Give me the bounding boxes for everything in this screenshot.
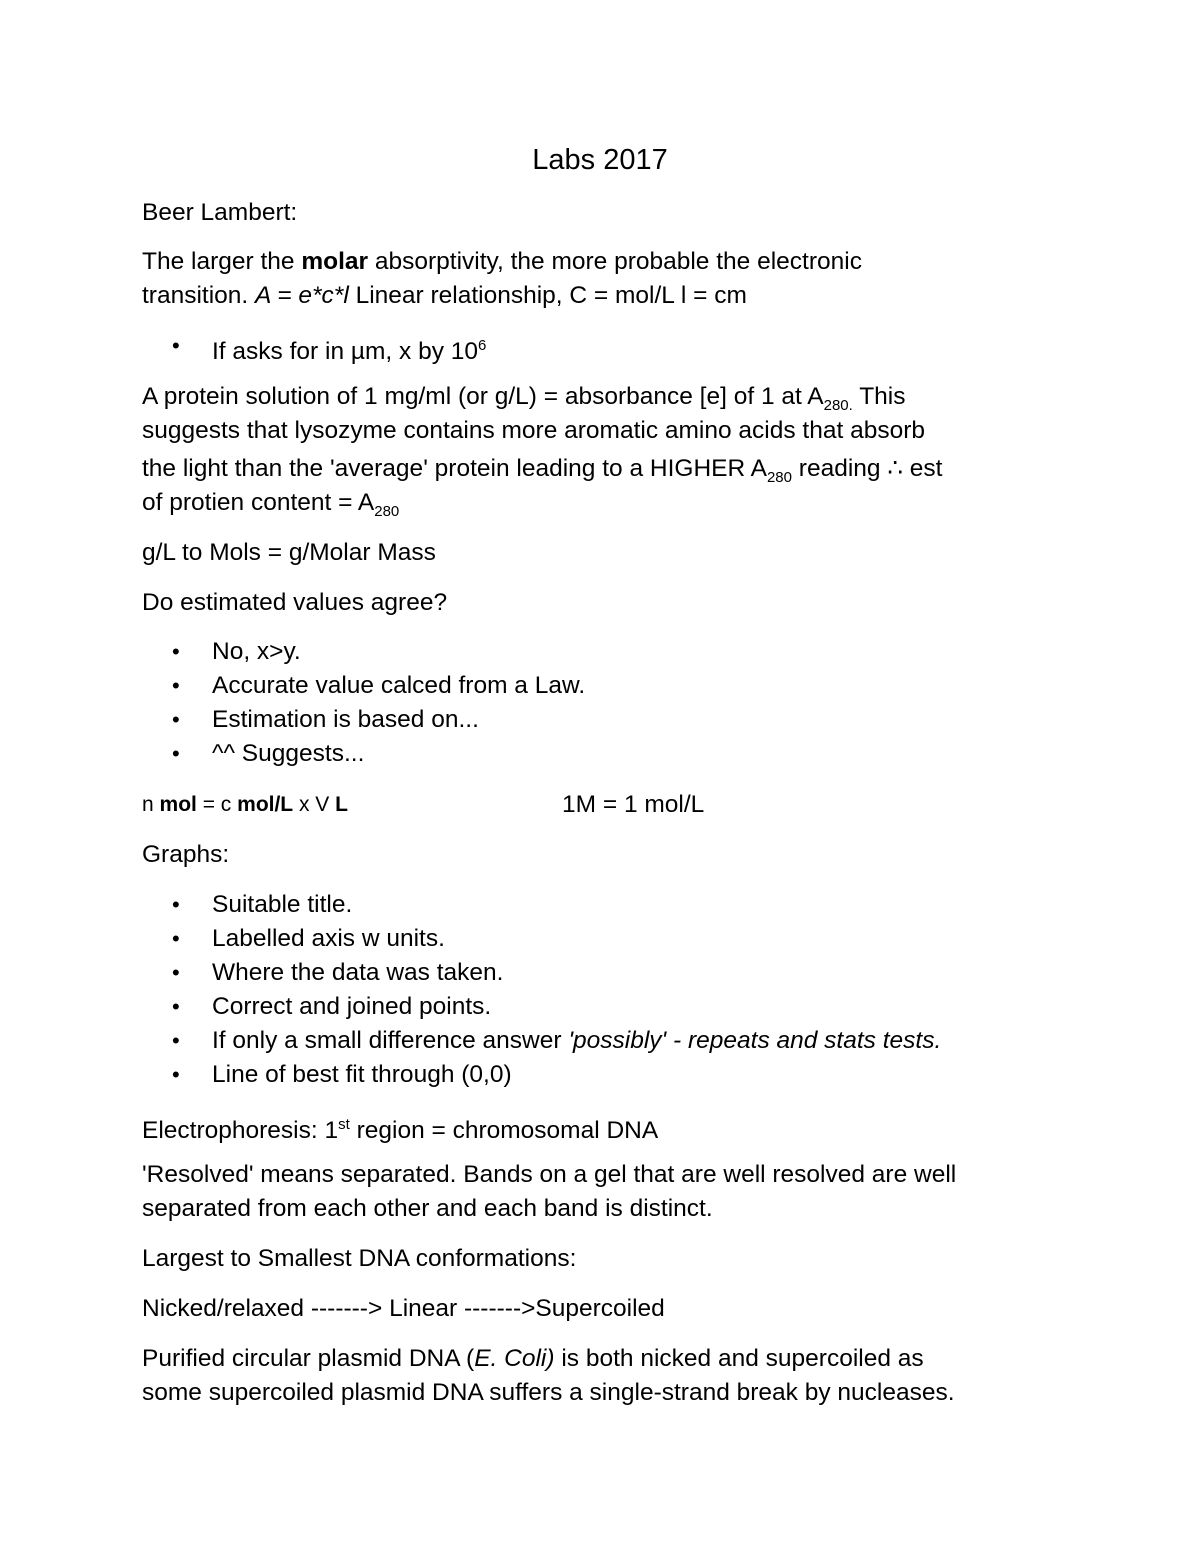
plasmid-line-1: Purified circular plasmid DNA (E. Coli) is both nicked and supercoiled as <box>142 1345 924 1372</box>
resolved-line-2: separated from each other and each band is distinct. <box>142 1195 713 1222</box>
um-bullet-list <box>0 329 486 369</box>
moles-formula: n mol = c mol/L x V L <box>142 793 348 816</box>
list-item: • No, x>y. <box>0 635 585 669</box>
gl-to-mols: g/L to Mols = g/Molar Mass <box>142 539 436 566</box>
list-item: • Labelled axis w units. <box>0 922 941 956</box>
protein-line-2: suggests that lysozyme contains more aromatic amino acids that absorb <box>142 417 926 444</box>
list-item: • Line of best fit through (0,0) <box>0 1058 941 1092</box>
list-item: • Correct and joined points. <box>0 990 941 1024</box>
protein-line-3: the light than the 'average' protein leading to a HIGHER $A_{280}$ reading ∴ est <box>142 455 943 486</box>
list-item: • ^^ Suggests... <box>0 737 585 771</box>
graphs-heading: Graphs: <box>142 841 230 868</box>
resolved-line-1: 'Resolved' means separated. Bands on a gel that are well resolved are well <box>142 1161 957 1188</box>
list-item: • If only a small difference answer 'possibly' - repeats and stats tests. <box>0 1024 941 1058</box>
estimated-question: Do estimated values agree? <box>142 589 448 616</box>
molarity-note: 1M = 1 mol/L <box>562 791 705 818</box>
electrophoresis-line: Electrophoresis: 1st region = chromosomal DNA <box>142 1116 659 1145</box>
page-title: Labs 2017 <box>532 144 668 176</box>
protein-line-4: of protien content = $A_{280}$ <box>142 489 400 520</box>
graphs-bullet-list <box>0 888 941 1092</box>
beer-lambert-formula: A = e*c*l <box>255 282 349 309</box>
list-item: • If asks for in µm, x by $10^6$ <box>0 329 486 369</box>
list-item: • Estimation is based on... <box>0 703 585 737</box>
conformations-heading: Largest to Smallest DNA conformations: <box>142 1245 577 1272</box>
estimated-bullet-list <box>0 635 585 771</box>
list-item: • Where the data was taken. <box>0 956 941 990</box>
protein-line-1: A protein solution of 1 mg/ml (or g/L) = absorbance [e] of 1 at $A_{280.}$ This <box>142 383 906 414</box>
list-item: • Suitable title. <box>0 888 941 922</box>
list-item: • Accurate value calced from a Law. <box>0 669 585 703</box>
beer-lambert-heading: Beer Lambert: <box>142 199 298 226</box>
conformations-order: Nicked/relaxed -------> Linear ------->Supercoiled <box>142 1295 665 1322</box>
molar-line-1: The larger the molar absorptivity, the more probable the electronic <box>142 248 862 275</box>
plasmid-line-2: some supercoiled plasmid DNA suffers a single-strand break by nucleases. <box>142 1379 955 1406</box>
molar-line-2: transition. A = e*c*l Linear relationship, C = mol/L l = cm <box>142 282 747 309</box>
